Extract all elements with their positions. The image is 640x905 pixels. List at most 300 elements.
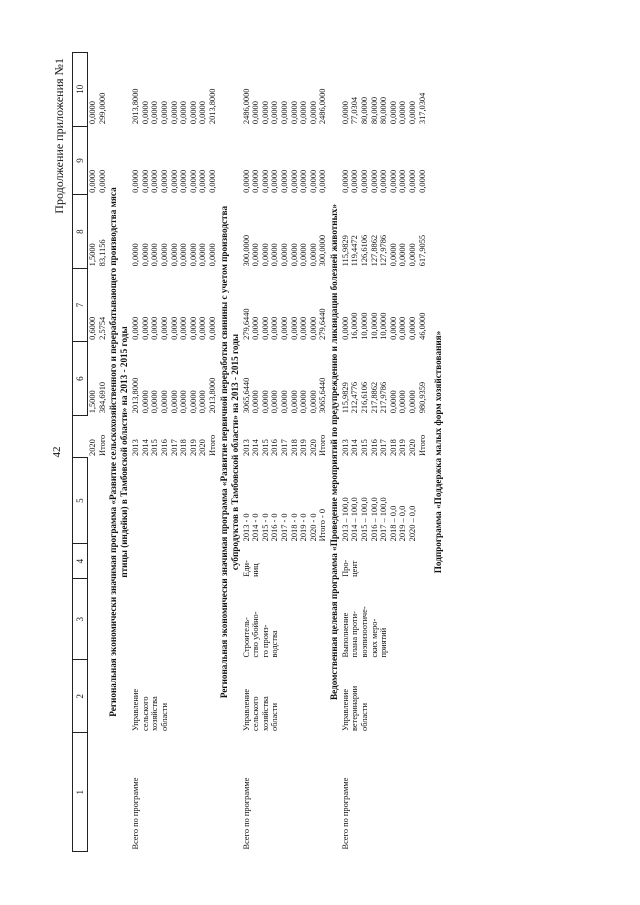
responsible-cell <box>398 659 408 732</box>
indicator-cell: плана проти- <box>350 611 360 658</box>
year-cell: 2014 <box>350 439 360 456</box>
value-local: 0,0000 <box>251 169 261 193</box>
section-header-row <box>107 53 131 852</box>
year-cell: 2016 <box>270 439 280 456</box>
value-regional: 0,0000 <box>299 243 309 267</box>
unit-cell <box>189 543 199 579</box>
value-other: 0,0000 <box>388 101 398 125</box>
value-local: 0,0000 <box>279 169 289 193</box>
value-federal: 0,0000 <box>188 316 198 340</box>
unit-cell <box>131 543 141 579</box>
year-cell: 2017 <box>379 439 389 456</box>
value-regional: 0,0000 <box>279 243 289 267</box>
year-cell: 2017 <box>169 439 179 456</box>
col-header-3: 3 <box>73 579 88 660</box>
col-header-8: 8 <box>73 195 88 268</box>
target-cell <box>131 458 141 543</box>
table-row <box>270 53 280 852</box>
table-row <box>299 53 309 852</box>
table-row <box>251 53 261 852</box>
responsible-cell <box>198 659 208 732</box>
value-local: 0,0000 <box>88 169 97 193</box>
unit-cell <box>379 543 389 579</box>
value-other: 0,0000 <box>179 101 189 125</box>
responsible-cell <box>418 659 428 732</box>
target-cell <box>150 458 160 543</box>
value-federal: 46,0000 <box>417 312 427 340</box>
unit-cell <box>208 543 218 579</box>
value-federal: 16,0000 <box>350 312 360 340</box>
value-other: 0,0000 <box>270 101 280 125</box>
value-regional: 126,6106 <box>360 234 370 267</box>
program-label <box>360 733 370 852</box>
subprogram-title: Подпрограмма «Поддержка малых форм хозяйствования» <box>433 330 444 574</box>
year-cell: 2013 <box>340 439 350 456</box>
value-federal: 10,0000 <box>369 312 379 340</box>
responsible-cell <box>408 659 418 732</box>
value-other: 0,0000 <box>198 101 208 125</box>
value-other: 0,0000 <box>140 101 150 125</box>
value-federal: 0,0000 <box>388 316 398 340</box>
value-total: 0,0000 <box>398 390 408 414</box>
responsible-cell: области <box>159 702 169 731</box>
value-other: 0,0000 <box>251 101 261 125</box>
value-regional: 127,9786 <box>379 234 389 267</box>
value-federal: 279,6440 <box>241 308 251 340</box>
responsible-cell <box>389 659 399 732</box>
value-federal: 0,0000 <box>159 316 169 340</box>
target-cell: 2015 - 0 <box>260 513 270 542</box>
value-total: 1,5000 <box>88 390 97 414</box>
col-header-2: 2 <box>73 659 88 732</box>
value-regional: 300,0000 <box>318 234 328 267</box>
col-header-1: 1 <box>73 733 88 852</box>
table-row <box>408 53 418 852</box>
unit-cell <box>160 543 170 579</box>
unit-cell <box>198 543 208 579</box>
table-row <box>280 53 290 852</box>
unit-cell <box>270 543 280 579</box>
target-cell <box>160 458 170 543</box>
value-federal: 0,0000 <box>408 316 418 340</box>
responsible-cell: сельского <box>251 696 261 731</box>
table-row <box>131 53 141 852</box>
value-regional: 0,0000 <box>169 243 179 267</box>
value-local: 0,0000 <box>388 169 398 193</box>
table-row <box>88 53 98 852</box>
value-total: 0,0000 <box>388 390 398 414</box>
value-local: 0,0000 <box>188 169 198 193</box>
table-row <box>379 53 389 852</box>
table-row <box>389 53 399 852</box>
value-regional: 0,0000 <box>159 243 169 267</box>
program-label: Всего по программе <box>340 777 350 850</box>
empty-cell <box>98 733 108 852</box>
target-cell <box>170 458 180 543</box>
empty-cell <box>88 733 98 852</box>
value-local: 0,0000 <box>150 169 160 193</box>
year-cell: 2019 <box>398 439 408 456</box>
value-regional: 0,0000 <box>308 243 318 267</box>
target-cell: 2017 - 0 <box>279 513 289 542</box>
section-title-line: птицы (индейки) в Тамбовской области» на 2013 - 2015 годы <box>119 326 130 578</box>
target-cell: 2014 – 100,0 <box>350 497 360 542</box>
program-label <box>318 733 328 852</box>
year-cell: Итого <box>207 434 217 456</box>
indicator-cell: ских меро- <box>369 618 379 658</box>
continuation-title: Продолжение приложения №1 <box>52 58 66 214</box>
value-federal: 0,0000 <box>169 316 179 340</box>
value-total: 0,0000 <box>270 390 280 414</box>
indicator-cell <box>299 579 309 660</box>
responsible-cell: сельского <box>140 696 150 731</box>
value-local: 0,0000 <box>360 169 370 193</box>
responsible-cell: Управление <box>131 688 141 731</box>
table-row <box>189 53 199 852</box>
value-local: 0,0000 <box>140 169 150 193</box>
value-other: 2486,0000 <box>241 88 251 125</box>
target-cell: Итого - 0 <box>318 508 328 542</box>
value-total: 115,9829 <box>340 382 350 414</box>
section-title-line: Региональная экономически значимая программа «Развитие сельскохозяйственного и перерабатывающего производства мяса <box>108 187 119 717</box>
unit-cell: цент <box>350 560 360 577</box>
value-other: 0,0000 <box>289 101 299 125</box>
value-federal: 10,0000 <box>360 312 370 340</box>
responsible-cell <box>290 659 300 732</box>
value-local: 0,0000 <box>260 169 270 193</box>
year-cell: 2020 <box>408 439 418 456</box>
col-header-4: 4 <box>73 543 88 579</box>
target-cell: 2014 - 0 <box>251 513 261 542</box>
indicator-cell <box>150 579 160 660</box>
year-cell: 2020 <box>87 439 97 456</box>
responsible-cell <box>299 659 309 732</box>
unit-cell <box>318 543 328 579</box>
program-label <box>261 733 271 852</box>
indicator-cell <box>290 579 300 660</box>
value-federal: 0,0000 <box>207 316 217 340</box>
value-local: 0,0000 <box>179 169 189 193</box>
program-label <box>270 733 280 852</box>
value-federal: 0,0000 <box>140 316 150 340</box>
target-cell: 2018 - 0 <box>289 513 299 542</box>
value-local: 0,0000 <box>270 169 280 193</box>
value-total: 0,0000 <box>179 390 189 414</box>
value-regional: 0,0000 <box>289 243 299 267</box>
value-regional: 0,0000 <box>270 243 280 267</box>
table-row <box>179 53 189 852</box>
year-cell: Итого <box>97 434 107 456</box>
value-federal: 0,0000 <box>251 316 261 340</box>
value-local: 0,0000 <box>289 169 299 193</box>
table-row <box>398 53 408 852</box>
value-other: 0,0000 <box>308 101 318 125</box>
value-regional: 0,0000 <box>179 243 189 267</box>
year-cell: 2013 <box>241 439 251 456</box>
table-row <box>309 53 319 852</box>
indicator-cell <box>309 579 319 660</box>
responsible-cell: ветеринарии <box>350 685 360 731</box>
target-cell <box>189 458 199 543</box>
value-other: 317,0304 <box>417 92 427 125</box>
year-cell: 2014 <box>140 439 150 456</box>
value-total: 212,4776 <box>350 381 360 414</box>
target-cell: 2020 - 0 <box>308 513 318 542</box>
value-regional: 0,0000 <box>251 243 261 267</box>
table-row <box>98 53 108 852</box>
value-total: 384,6910 <box>97 381 107 414</box>
value-federal: 2,5754 <box>97 316 107 340</box>
unit-cell: ниц <box>251 563 261 577</box>
value-other: 2013,8000 <box>131 88 141 125</box>
target-cell: 2016 – 100,0 <box>369 497 379 542</box>
empty-cell <box>98 659 108 732</box>
value-regional: 115,9829 <box>340 235 350 267</box>
value-local: 0,0000 <box>408 169 418 193</box>
indicator-cell <box>418 579 428 660</box>
section-title <box>218 53 242 852</box>
value-other: 0,0000 <box>299 101 309 125</box>
value-federal: 0,0000 <box>398 316 408 340</box>
section-header-row <box>427 53 445 852</box>
col-header-5: 5 <box>73 458 88 543</box>
program-label <box>170 733 180 852</box>
unit-cell <box>141 543 151 579</box>
value-other: 0,0000 <box>150 101 160 125</box>
indicator-cell <box>189 579 199 660</box>
program-label <box>150 733 160 852</box>
program-label <box>179 733 189 852</box>
program-label <box>379 733 389 852</box>
unit-cell <box>418 543 428 579</box>
program-label <box>299 733 309 852</box>
section-title <box>328 53 341 852</box>
value-regional: 0,0000 <box>140 243 150 267</box>
target-cell: 2013 - 0 <box>241 513 251 542</box>
indicator-cell: ство убойно- <box>251 611 261 658</box>
value-local: 0,0000 <box>198 169 208 193</box>
value-federal: 0,0000 <box>150 316 160 340</box>
empty-cell <box>98 458 108 543</box>
value-federal: 0,0000 <box>299 316 309 340</box>
year-cell: Итого <box>417 434 427 456</box>
year-cell: 2015 <box>150 439 160 456</box>
value-total: 2013,8000 <box>131 377 141 414</box>
indicator-cell: Выполнение <box>340 612 350 658</box>
target-cell: 2018 – 0,0 <box>388 505 398 542</box>
indicator-cell <box>170 579 180 660</box>
responsible-cell <box>208 659 218 732</box>
value-local: 0,0000 <box>241 169 251 193</box>
value-total: 217,8862 <box>369 381 379 414</box>
year-cell: 2016 <box>369 439 379 456</box>
value-local: 0,0000 <box>159 169 169 193</box>
responsible-cell <box>280 659 290 732</box>
value-total: 3065,6440 <box>318 377 328 414</box>
indicator-cell <box>280 579 290 660</box>
value-total: 217,9786 <box>379 381 389 414</box>
value-regional: 83,1156 <box>97 239 107 267</box>
value-other: 2013,8000 <box>207 88 217 125</box>
indicator-cell: Строитель- <box>241 617 251 658</box>
col-header-9: 9 <box>73 126 88 195</box>
value-total: 0,0000 <box>198 390 208 414</box>
year-cell: 2019 <box>299 439 309 456</box>
value-federal: 0,0000 <box>260 316 270 340</box>
value-other: 0,0000 <box>188 101 198 125</box>
year-cell: 2018 <box>179 439 189 456</box>
responsible-cell: области <box>360 702 370 731</box>
value-regional: 127,8862 <box>369 234 379 267</box>
value-total: 0,0000 <box>251 390 261 414</box>
section-title <box>107 53 131 852</box>
value-other: 80,0000 <box>369 96 379 125</box>
responsible-cell <box>370 659 380 732</box>
target-cell <box>198 458 208 543</box>
value-total: 0,0000 <box>159 390 169 414</box>
table-row <box>360 53 370 852</box>
value-regional: 0,0000 <box>388 243 398 267</box>
empty-cell <box>88 659 98 732</box>
indicator-cell <box>408 579 418 660</box>
value-local: 0,0000 <box>318 169 328 193</box>
value-total: 0,0000 <box>299 390 309 414</box>
unit-cell <box>299 543 309 579</box>
value-total: 2013,8000 <box>207 377 217 414</box>
value-other: 0,0000 <box>340 101 350 125</box>
year-cell: 2018 <box>289 439 299 456</box>
col-header-7: 7 <box>73 268 88 341</box>
value-total: 216,6106 <box>360 381 370 414</box>
responsible-cell: Управление <box>241 688 251 731</box>
responsible-cell <box>179 659 189 732</box>
target-cell: 2017 – 100,0 <box>379 497 389 542</box>
empty-cell <box>88 458 98 543</box>
unit-cell <box>170 543 180 579</box>
value-regional: 0,0000 <box>207 243 217 267</box>
responsible-cell <box>170 659 180 732</box>
year-cell: 2016 <box>159 439 169 456</box>
unit-cell <box>179 543 189 579</box>
program-label <box>290 733 300 852</box>
year-cell: 2020 <box>308 439 318 456</box>
unit-cell <box>280 543 290 579</box>
responsible-cell <box>309 659 319 732</box>
budget-table <box>72 52 445 852</box>
unit-cell <box>370 543 380 579</box>
table-row <box>160 53 170 852</box>
unit-cell <box>408 543 418 579</box>
program-label <box>189 733 199 852</box>
year-cell: 2020 <box>198 439 208 456</box>
value-regional: 0,0000 <box>260 243 270 267</box>
responsible-cell: области <box>270 702 280 731</box>
target-cell: 2015 – 100,0 <box>360 497 370 542</box>
value-local: 0,0000 <box>131 169 141 193</box>
value-federal: 0,6000 <box>88 316 97 340</box>
indicator-cell <box>208 579 218 660</box>
value-local: 0,0000 <box>169 169 179 193</box>
indicator-cell <box>131 579 141 660</box>
value-federal: 0,0000 <box>131 316 141 340</box>
target-cell: 2016 - 0 <box>270 513 280 542</box>
value-federal: 0,0000 <box>308 316 318 340</box>
target-cell: 2019 - 0 <box>299 513 309 542</box>
value-regional: 0,0000 <box>408 243 418 267</box>
value-other: 0,0000 <box>159 101 169 125</box>
table-row <box>350 53 360 852</box>
value-regional: 0,0000 <box>398 243 408 267</box>
page-number: 42 <box>51 446 63 458</box>
unit-cell: Про- <box>340 559 350 577</box>
unit-cell <box>389 543 399 579</box>
empty-cell <box>98 579 108 660</box>
value-local: 0,0000 <box>350 169 360 193</box>
unit-cell <box>290 543 300 579</box>
value-federal: 279,6440 <box>318 308 328 340</box>
value-other: 80,0000 <box>360 96 370 125</box>
table-row <box>290 53 300 852</box>
program-label <box>370 733 380 852</box>
value-local: 0,0000 <box>308 169 318 193</box>
value-federal: 0,0000 <box>340 316 350 340</box>
program-label <box>160 733 170 852</box>
unit-cell: Еди- <box>241 560 251 577</box>
responsible-cell <box>189 659 199 732</box>
value-total: 980,9359 <box>417 381 427 414</box>
unit-cell <box>261 543 271 579</box>
program-label: Всего по программе <box>131 777 141 850</box>
target-cell: 2013 – 100,0 <box>340 497 350 542</box>
value-other: 80,0000 <box>379 96 389 125</box>
indicator-cell <box>389 579 399 660</box>
value-regional: 119,4472 <box>350 235 360 267</box>
year-cell: 2013 <box>131 439 141 456</box>
value-total: 0,0000 <box>260 390 270 414</box>
value-local: 0,0000 <box>207 169 217 193</box>
program-label <box>251 733 261 852</box>
value-local: 0,0000 <box>398 169 408 193</box>
responsible-cell <box>379 659 389 732</box>
value-federal: 0,0000 <box>279 316 289 340</box>
empty-cell <box>98 543 108 579</box>
value-federal: 0,0000 <box>179 316 189 340</box>
year-cell: 2015 <box>360 439 370 456</box>
value-other: 0,0000 <box>279 101 289 125</box>
table-row <box>261 53 271 852</box>
program-label <box>398 733 408 852</box>
indicator-cell <box>318 579 328 660</box>
empty-cell <box>88 579 98 660</box>
program-label <box>418 733 428 852</box>
year-cell: 2019 <box>188 439 198 456</box>
table-row <box>418 53 428 852</box>
value-other: 0,0000 <box>408 101 418 125</box>
col-header-10: 10 <box>73 53 88 127</box>
indicator-cell: воэпизоотиче- <box>360 606 370 658</box>
target-cell <box>208 458 218 543</box>
section-title-line: субпродуктов в Тамбовской области» на 2013 - 2015 годы <box>229 333 240 571</box>
year-cell: 2018 <box>388 439 398 456</box>
section-title-line: Ведомственная целевая программа «Проведение мероприятий по предупреждению и ликвидации болезней животных» <box>328 204 339 700</box>
table-row <box>341 53 351 852</box>
table-row <box>208 53 218 852</box>
value-federal: 10,0000 <box>379 312 389 340</box>
target-cell: 2019 – 0,0 <box>398 505 408 542</box>
rotated-page <box>50 52 590 852</box>
indicator-cell: водства <box>270 630 280 658</box>
program-label <box>198 733 208 852</box>
